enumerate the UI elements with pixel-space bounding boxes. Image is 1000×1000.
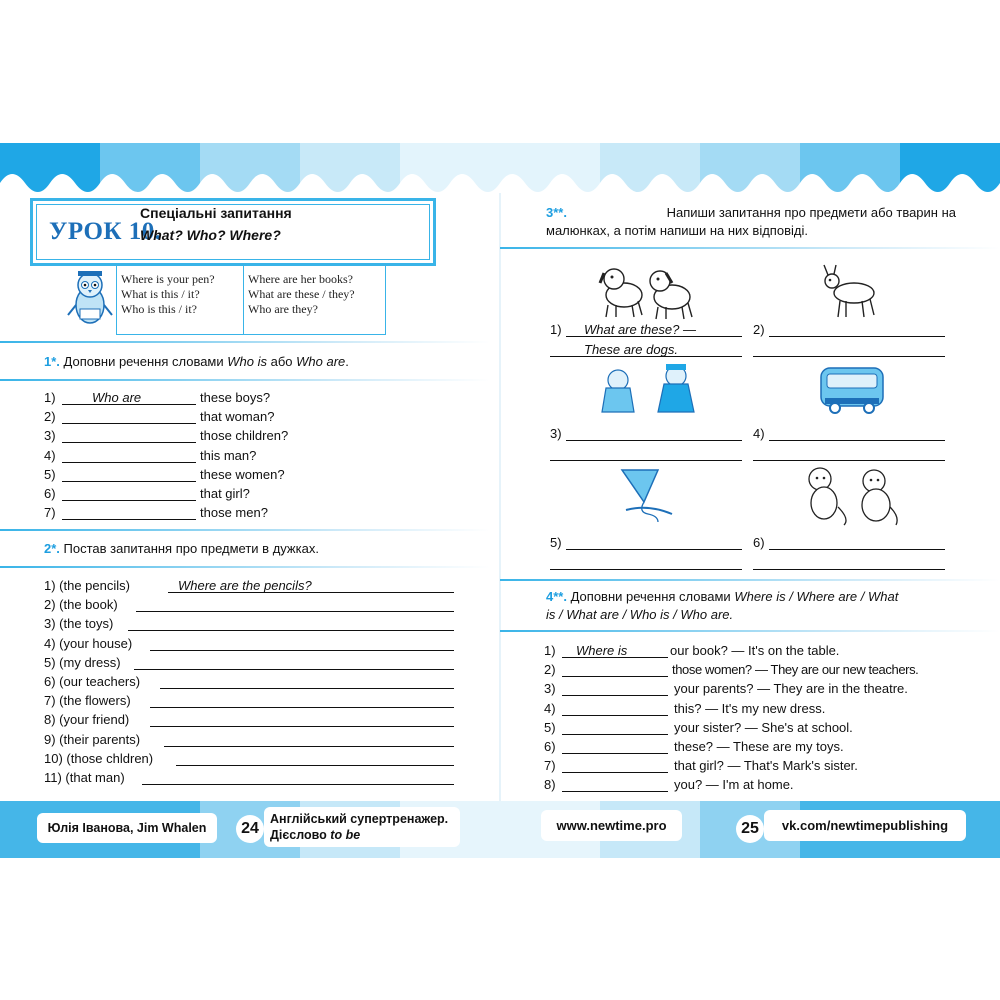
task3-answer (550, 446, 750, 463)
item-number: 5) (44, 466, 56, 482)
item-number: 2) (544, 662, 556, 678)
item-number: 3) (544, 681, 556, 697)
sentence-text: those men? (200, 505, 268, 521)
item-number: 5) (550, 535, 562, 550)
task2-instruction: 2*. Постав запитання про предмети в дужках. (44, 541, 319, 556)
item-number: 6) (44, 486, 56, 501)
item-label: 2) (the book) (44, 597, 118, 613)
item-label: 6) (our teachers) (44, 674, 141, 689)
item-label: 7) (the flowers) (44, 693, 131, 709)
answer-blank[interactable] (562, 715, 668, 716)
task2-item (44, 674, 464, 691)
sentence-text: your parents? — They are in the theatre. (674, 681, 908, 697)
item-number: 4) (544, 700, 556, 716)
task3-answer (753, 446, 953, 463)
item-number: 1) (550, 322, 562, 337)
item-label: 10) (those chldren) (44, 750, 154, 766)
answer-blank[interactable] (753, 356, 945, 357)
item-number: 1) (544, 643, 556, 658)
sentence-text: these women? (200, 466, 285, 482)
question-blank[interactable] (769, 336, 945, 337)
divider (0, 341, 490, 343)
question-blank[interactable] (566, 549, 742, 550)
task4-item (544, 739, 994, 756)
answer-blank[interactable] (562, 734, 668, 735)
task1-instruction: 1*. Доповни речення словами Who is або Who are. (44, 354, 349, 369)
task3-answer (753, 342, 953, 359)
task1-item (44, 390, 484, 407)
sentence-text: you? — I'm at home. (674, 777, 794, 793)
task3-question (753, 322, 953, 339)
answer-blank[interactable] (134, 669, 454, 670)
page-number-right: 25 (736, 815, 764, 843)
item-label: 5) (my dress) (44, 654, 121, 670)
divider (500, 630, 1000, 632)
item-number: 6) (544, 739, 556, 754)
divider (500, 579, 1000, 581)
item-number: 2) (44, 409, 56, 425)
answer-blank[interactable] (62, 481, 196, 482)
book-spread (0, 143, 1000, 858)
item-number: 7) (44, 505, 56, 521)
question-text: What are these? — (584, 322, 696, 337)
sentence-text: that woman? (200, 409, 275, 425)
task1-item (44, 448, 484, 465)
divider (500, 247, 1000, 249)
task2-item (44, 578, 464, 595)
item-number: 7) (544, 758, 556, 774)
right-page (500, 143, 1000, 858)
sentence-text: your sister? — She's at school. (674, 719, 853, 735)
task4-item (544, 643, 994, 660)
task3-instruction: 3**. Напиши запитання про предмети або тварин на малюнках, а потім напиши на них відповіді. (546, 205, 956, 238)
question-blank[interactable] (769, 549, 945, 550)
task2-item (44, 732, 464, 749)
task2-item (44, 636, 464, 653)
answer-blank[interactable] (562, 695, 668, 696)
answer-blank[interactable] (550, 569, 742, 570)
examples-table (116, 265, 386, 335)
item-label: 3) (the toys) (44, 616, 114, 632)
item-number: 8) (544, 777, 556, 793)
sentence-text: those children? (200, 428, 289, 444)
answer-blank[interactable] (150, 726, 454, 727)
left-page (0, 143, 500, 858)
sentence-text: these? — These are my toys. (674, 739, 844, 754)
owl-mascot-icon (66, 265, 114, 329)
task4-item (544, 701, 994, 718)
task4-item (544, 720, 994, 737)
task1-item (44, 428, 484, 445)
item-label: 11) (that man) (44, 770, 125, 785)
two-dogs-icon (594, 261, 704, 321)
task2-item (44, 770, 464, 787)
task2-item (44, 655, 464, 672)
item-label: 9) (their parents) (44, 731, 141, 747)
answer-blank[interactable] (562, 772, 668, 773)
question-blank[interactable] (566, 440, 742, 441)
answer-blank[interactable] (150, 707, 454, 708)
task3-question (550, 322, 750, 339)
item-number: 3) (44, 428, 56, 444)
answer-blank[interactable] (62, 500, 196, 501)
answer-blank[interactable] (62, 442, 196, 443)
divider (0, 529, 490, 531)
item-number: 3) (550, 426, 562, 441)
answer-blank[interactable] (562, 753, 668, 754)
task2-item (44, 712, 464, 729)
item-number: 4) (753, 426, 765, 441)
answer-blank[interactable] (176, 765, 454, 766)
question-blank[interactable] (769, 440, 945, 441)
divider (0, 566, 490, 568)
two-monkeys-icon (798, 463, 902, 527)
answer-text: Where is (576, 643, 628, 658)
lesson-title: Спеціальні запитання (140, 205, 292, 221)
answer-blank[interactable] (753, 460, 945, 461)
answer-blank[interactable] (62, 462, 196, 463)
item-number: 2) (753, 322, 765, 337)
answer-blank[interactable] (164, 746, 454, 747)
two-dolls-icon (596, 362, 706, 422)
sentence-text: this? — It's my new dress. (674, 700, 826, 716)
sentence-text: this man? (200, 447, 257, 463)
answer-blank[interactable] (128, 630, 454, 631)
answer-blank[interactable] (150, 650, 454, 651)
footer-vk-link[interactable]: vk.com/newtimepublishing (764, 810, 966, 841)
task1-item (44, 467, 484, 484)
page-number-left: 24 (236, 815, 264, 843)
sentence-text: that girl? (200, 486, 250, 501)
task1-item (44, 505, 484, 522)
answer-blank[interactable] (550, 460, 742, 461)
goat-icon (820, 263, 884, 319)
sentence-text: these boys? (200, 390, 271, 405)
lesson-subtitle: What? Who? Where? (140, 227, 281, 243)
sentence-text: our book? — It's on the table. (670, 643, 840, 658)
task4-item (544, 662, 994, 679)
item-number: 4) (44, 447, 56, 463)
answer-blank[interactable] (160, 688, 454, 689)
task2-item (44, 751, 464, 768)
answer-text: These are dogs. (584, 342, 678, 357)
task2-item (44, 597, 464, 614)
answer-text: Who are (92, 390, 142, 405)
answer-blank[interactable] (136, 611, 454, 612)
lesson-label: УРОК 10. (49, 218, 162, 245)
footer-site-link[interactable]: www.newtime.pro (541, 810, 682, 841)
task3-question (753, 426, 953, 443)
item-label: 1) (the pencils) (44, 578, 130, 593)
divider (0, 379, 490, 381)
task4-item (544, 681, 994, 698)
task3-question (550, 535, 750, 552)
task3-question (753, 535, 953, 552)
task1-item (44, 409, 484, 426)
task4-instruction: 4**. Доповни речення словами Where is / Where are / What is / What are / Who is / Who are. (546, 589, 899, 622)
item-number: 6) (753, 535, 765, 550)
task4-item (544, 758, 994, 775)
task3-answer (550, 342, 750, 359)
examples-col-2: Where are her books? What are these / they? Who are they? (248, 272, 355, 316)
item-label: 8) (your friend) (44, 712, 130, 728)
task3-answer (550, 555, 750, 572)
sentence-text: those women? — They are our new teachers. (672, 662, 919, 678)
answer-blank[interactable] (562, 676, 668, 677)
footer-book-title: Англійський супертренажер. Дієслово to be (264, 807, 460, 847)
task3-answer (753, 555, 953, 572)
bus-icon (815, 362, 890, 420)
item-number: 1) (44, 390, 56, 405)
task2-item (44, 616, 464, 633)
item-number: 5) (544, 719, 556, 735)
task1-item (44, 486, 484, 503)
answer-text: Where are the pencils? (178, 578, 312, 593)
answer-blank[interactable] (62, 423, 196, 424)
footer-authors: Юлія Іванова, Jim Whalen (37, 813, 217, 843)
answer-blank[interactable] (142, 784, 454, 785)
answer-blank[interactable] (562, 791, 668, 792)
kite-icon (618, 466, 680, 526)
answer-blank[interactable] (62, 519, 196, 520)
examples-col-1: Where is your pen? What is this / it? Who is this / it? (121, 272, 215, 316)
task3-question (550, 426, 750, 443)
task2-item (44, 693, 464, 710)
task4-item (544, 777, 994, 794)
sentence-text: that girl? — That's Mark's sister. (674, 758, 858, 774)
item-label: 4) (your house) (44, 635, 133, 651)
answer-blank[interactable] (753, 569, 945, 570)
